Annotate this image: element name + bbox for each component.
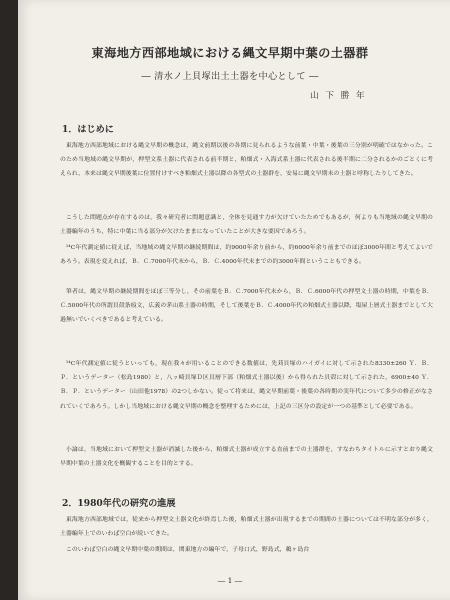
paragraph: こうした問題点が存在するのは，我々研究者に問題意識と，全体を見通す力が欠けていたためでもあるが，何よりも当地域の縄文早期の土器編年のうち，特に中葉に当る部分が欠けたままになっていたことが大きな要因であろう。: [60, 215, 433, 236]
paragraph: 東海地方西部地域における縄文早期の概念は，縄文前期以後の各期に見られるような前葉・中葉・後葉の三分別が明確ではなかった。このため当地域の縄文早期が，押型文系土器に代表される前半期と，粕畑式・入海式系土器に代表される後半期に二分されるかのごとくに考えられ，本来は縄文早期後葉に位置付けすべき粕畑式土器以降の各型式の土器群を，安易に縄文早期末の土器と呼称したりしてきた。: [60, 143, 433, 178]
paragraph: このいわば空白の縄文早期中葉の期間は，関東地方の編年で，子母口式，野島式，鵜ヶ島台: [65, 547, 310, 553]
paragraph: 東海地方西部地域では，従来から押型文土器文化が終焉した後，粕畑式土器が出現するまでの期間の土器については不明な部分が多く，土器編年上でのいわば空白が続いてきた。: [60, 517, 433, 538]
paragraph: ¹⁴C年代測定値に従えば，当地域の縄文早期の継続期間は，約9000年余り前から，約6000年余り前までのほぼ3000年間と考えてよいであろう。表現を変えれば，Ｂ．Ｃ.7000年代末から，Ｂ．Ｃ.4000年代末までの約3000年間ということもできる。: [60, 245, 433, 266]
page-number: ― 1 ―: [217, 576, 243, 585]
page-subtitle: ― 清水ノ上貝塚出土土器を中心として ―: [141, 71, 319, 82]
page-title: 東海地方西部地域における縄文早期中葉の土器群: [91, 46, 369, 60]
section-heading-research-progress: 2．1980年代の研究の進展: [62, 498, 176, 509]
section-heading-introduction: 1．はじめに: [62, 124, 114, 135]
paragraph: 筆者は，縄文早期の継続期間をほぼ三等分し，その前葉をＢ．Ｃ.7000年代末から，Ｂ．Ｃ.6000年代の押型文土器の時期，中葉をＢ．Ｃ.5000年代の所謂貝殻条痕文，広義の茅山系土器の時期，そして後葉をＢ．Ｃ.4000年代の粕畑式土器以降，塩屋上層式土器までとして大過無いでいくべきであると考えている。: [60, 289, 433, 324]
paragraph: 小論は，当地域において押型文土器が消滅した後から，粕畑式土器が成立する直前までの土器群を，すなわちタイトルに示すとおり縄文早期中葉の土器文化を概観することを目的とする。: [60, 447, 433, 468]
paragraph: ¹⁴C年代測定値に従うといっても，現在我々が用いることのできる数値は，先苅貝塚のハイガイに対して示された8330±260 Ｙ．Ｂ．Ｐ．というデーター（松島1980）と，八ッ崎貝塚Ｄ区貝層下部（粕畑式土器以後）から得られた貝殻に対して示された，6900±40 Ｙ．Ｂ．Ｐ．というデーター（山田他1978）の2つしかない。従って将来は，縄文早期前葉・後葉の各時期の実年代について多少の修正がなされていくであろう。しかし当地域における縄文早期の概念を整理するためには，上記の三区分の設定が一つの基準として必要である。: [60, 361, 433, 410]
author-name: 山 下 勝 年: [310, 91, 367, 101]
document-page: [18, 0, 450, 600]
